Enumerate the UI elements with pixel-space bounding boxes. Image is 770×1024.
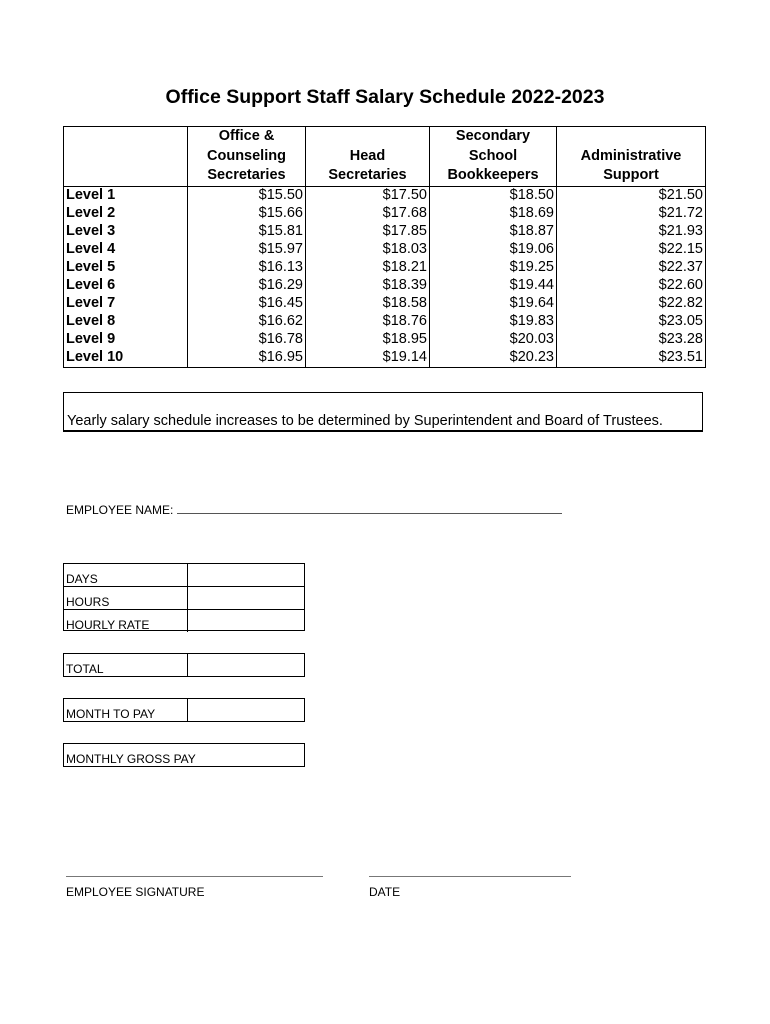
salary-cell: $18.03 bbox=[306, 241, 430, 259]
salary-cell: $20.23 bbox=[430, 349, 557, 368]
header-administrative-support: Administrative Support bbox=[557, 127, 706, 187]
salary-cell: $19.25 bbox=[430, 259, 557, 277]
level-label: Level 3 bbox=[64, 223, 188, 241]
salary-cell: $18.39 bbox=[306, 277, 430, 295]
level-label: Level 6 bbox=[64, 277, 188, 295]
salary-cell: $18.58 bbox=[306, 295, 430, 313]
table-row bbox=[64, 259, 706, 277]
level-label: Level 7 bbox=[64, 295, 188, 313]
month-to-pay-row bbox=[64, 699, 304, 721]
level-label: Level 8 bbox=[64, 313, 188, 331]
salary-cell: $15.66 bbox=[188, 205, 306, 223]
date-line[interactable] bbox=[369, 876, 571, 877]
total-input[interactable] bbox=[188, 654, 304, 676]
salary-cell: $18.95 bbox=[306, 331, 430, 349]
level-label: Level 10 bbox=[64, 349, 188, 368]
salary-cell: $16.45 bbox=[188, 295, 306, 313]
salary-table bbox=[63, 126, 706, 368]
salary-table-body bbox=[64, 186, 706, 367]
salary-cell: $22.82 bbox=[557, 295, 706, 313]
salary-cell: $18.76 bbox=[306, 313, 430, 331]
salary-cell: $21.50 bbox=[557, 186, 706, 205]
table-row bbox=[64, 223, 706, 241]
salary-cell: $17.68 bbox=[306, 205, 430, 223]
month-to-pay-box bbox=[63, 698, 305, 722]
salary-cell: $16.95 bbox=[188, 349, 306, 368]
salary-cell: $19.64 bbox=[430, 295, 557, 313]
header-office-counseling: Office & Counseling Secretaries bbox=[188, 127, 306, 187]
salary-cell: $23.05 bbox=[557, 313, 706, 331]
employee-name-field[interactable] bbox=[66, 502, 562, 517]
salary-cell: $23.28 bbox=[557, 331, 706, 349]
salary-cell: $23.51 bbox=[557, 349, 706, 368]
days-row bbox=[64, 564, 304, 587]
salary-cell: $17.85 bbox=[306, 223, 430, 241]
month-to-pay-label: MONTH TO PAY bbox=[64, 699, 188, 721]
header-cell-blank bbox=[64, 127, 188, 187]
salary-cell: $19.44 bbox=[430, 277, 557, 295]
header-head-secretaries: Head Secretaries bbox=[306, 127, 430, 187]
salary-cell: $18.69 bbox=[430, 205, 557, 223]
employee-name-line[interactable] bbox=[177, 502, 562, 514]
salary-cell: $19.06 bbox=[430, 241, 557, 259]
month-to-pay-input[interactable] bbox=[188, 699, 304, 721]
level-label: Level 9 bbox=[64, 331, 188, 349]
salary-cell: $18.50 bbox=[430, 186, 557, 205]
salary-cell: $22.37 bbox=[557, 259, 706, 277]
level-label: Level 4 bbox=[64, 241, 188, 259]
level-label: Level 5 bbox=[64, 259, 188, 277]
employee-signature-line[interactable] bbox=[66, 876, 323, 877]
total-row bbox=[64, 654, 304, 676]
table-row bbox=[64, 186, 706, 205]
salary-cell: $16.29 bbox=[188, 277, 306, 295]
hours-label: HOURS bbox=[64, 587, 188, 609]
table-row bbox=[64, 205, 706, 223]
salary-cell: $20.03 bbox=[430, 331, 557, 349]
table-row bbox=[64, 313, 706, 331]
total-label: TOTAL bbox=[64, 654, 188, 676]
days-input[interactable] bbox=[188, 564, 304, 586]
salary-cell: $15.81 bbox=[188, 223, 306, 241]
hourly-rate-input[interactable] bbox=[188, 610, 304, 632]
salary-cell: $18.21 bbox=[306, 259, 430, 277]
table-row bbox=[64, 241, 706, 259]
salary-cell: $19.14 bbox=[306, 349, 430, 368]
table-row bbox=[64, 331, 706, 349]
salary-cell: $16.62 bbox=[188, 313, 306, 331]
salary-cell: $16.13 bbox=[188, 259, 306, 277]
salary-cell: $17.50 bbox=[306, 186, 430, 205]
table-row bbox=[64, 295, 706, 313]
page-title: Office Support Staff Salary Schedule 2022-2023 bbox=[165, 86, 605, 108]
days-label: DAYS bbox=[64, 564, 188, 586]
table-row bbox=[64, 277, 706, 295]
hourly-rate-label: HOURLY RATE bbox=[64, 610, 188, 632]
salary-cell: $21.93 bbox=[557, 223, 706, 241]
hours-box bbox=[63, 563, 305, 631]
salary-cell: $15.97 bbox=[188, 241, 306, 259]
salary-increase-note: Yearly salary schedule increases to be determined by Superintendent and Board of Trustees. bbox=[63, 392, 703, 432]
hours-row bbox=[64, 587, 304, 610]
hours-input[interactable] bbox=[188, 587, 304, 609]
salary-cell: $18.87 bbox=[430, 223, 557, 241]
level-label: Level 1 bbox=[64, 186, 188, 205]
salary-cell: $15.50 bbox=[188, 186, 306, 205]
employee-name-label: EMPLOYEE NAME: bbox=[66, 503, 174, 517]
salary-cell: $19.83 bbox=[430, 313, 557, 331]
employee-signature-label: EMPLOYEE SIGNATURE bbox=[66, 885, 205, 899]
date-label: DATE bbox=[369, 885, 401, 899]
monthly-gross-pay-box[interactable] bbox=[63, 743, 305, 767]
level-label: Level 2 bbox=[64, 205, 188, 223]
table-row bbox=[64, 349, 706, 368]
salary-cell: $16.78 bbox=[188, 331, 306, 349]
header-bookkeepers: Secondary School Bookkeepers bbox=[430, 127, 557, 187]
monthly-gross-pay-label: MONTHLY GROSS PAY bbox=[66, 752, 196, 766]
monthly-gross-pay-row bbox=[64, 744, 304, 766]
salary-cell: $21.72 bbox=[557, 205, 706, 223]
hourly-rate-row bbox=[64, 610, 304, 632]
total-box bbox=[63, 653, 305, 677]
salary-cell: $22.60 bbox=[557, 277, 706, 295]
salary-cell: $22.15 bbox=[557, 241, 706, 259]
salary-header-row bbox=[64, 127, 706, 187]
